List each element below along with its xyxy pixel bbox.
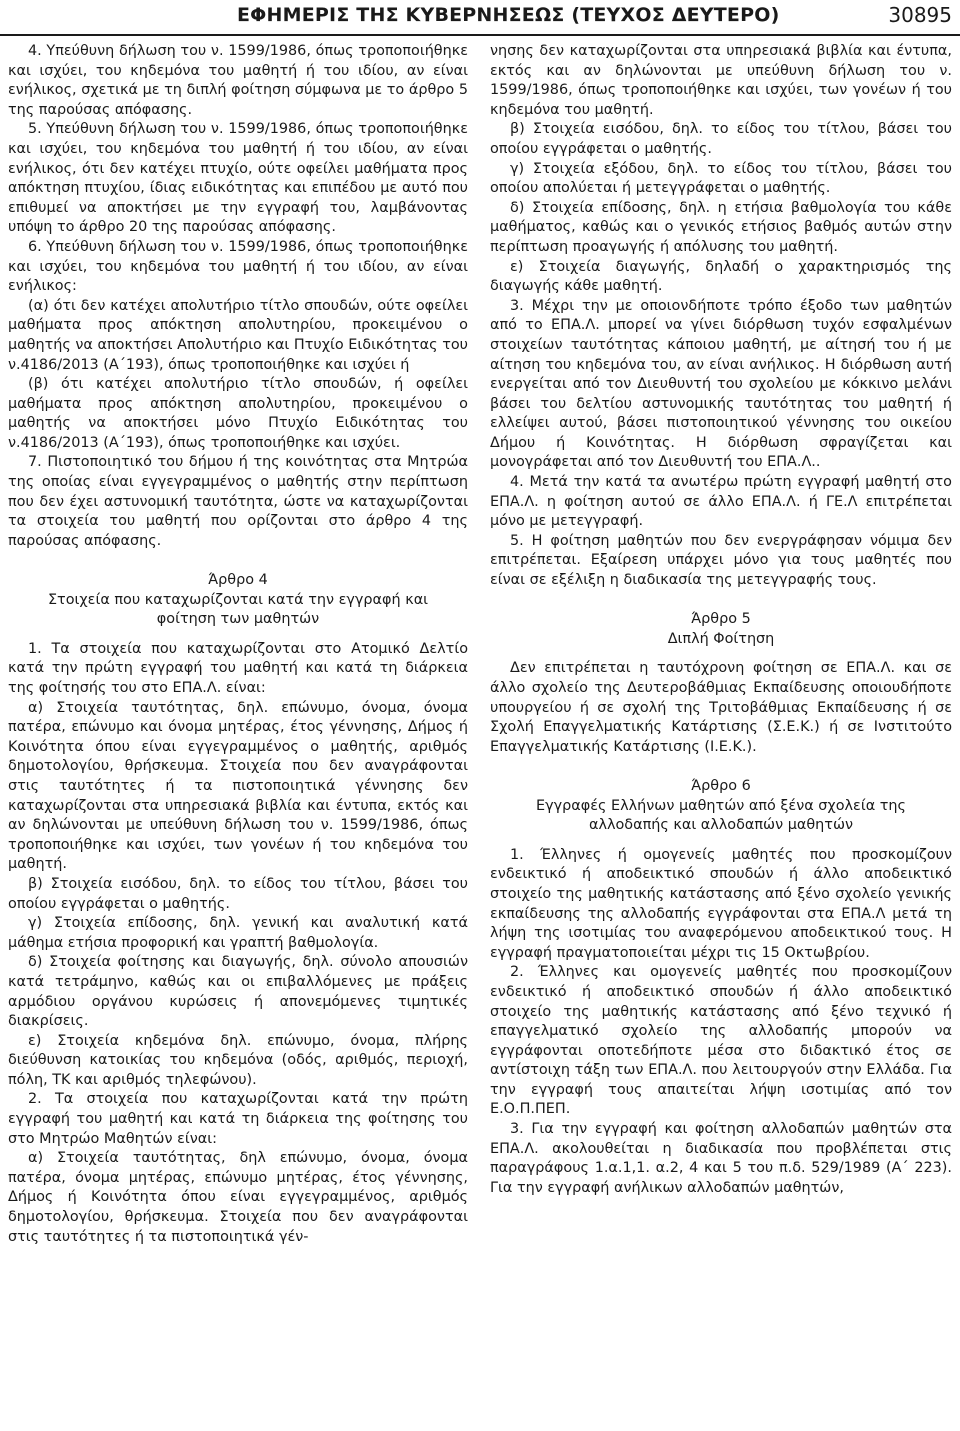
header-rule bbox=[0, 34, 960, 36]
paragraph: 6. Υπεύθυνη δήλωση του ν. 1599/1986, όπως τροποποιήθηκε και ισχύει, του κηδεμόνα του μαθητή ή του ιδίου, αν είναι ενήλικος: bbox=[8, 238, 468, 295]
left-column bbox=[8, 42, 468, 1247]
paragraph: (α) ότι δεν κατέχει απολυτήριο τίτλο σπουδών, ούτε οφείλει μαθήματα προς απόκτηση απολυτηρίου, προκειμένου ο μαθητής να αποκτήσει Απολυτήριο και Πτυχίο Ειδικότητας του ν.4186/2013 (Α΄193), όπως τροποποιήθηκε και ισχύει ή bbox=[8, 297, 468, 373]
paragraph: γ) Στοιχεία επίδοσης, δηλ. γενική και αναλυτική κατά μάθημα ετήσια προφορική και γραπτή βαθμολογία. bbox=[8, 915, 468, 951]
paragraph: νησης δεν καταχωρίζονται στα υπηρεσιακά βιβλία και έντυπα, εκτός και αν δηλώνονται με υπεύθυνη δήλωση του ν. 1599/1986, όπως τροποποιήθηκε και ισχύει, των γονέων ή του κηδεμόνα του μαθητή. bbox=[490, 43, 952, 118]
paragraph: 5. Υπεύθυνη δήλωση του ν. 1599/1986, όπως τροποποιήθηκε και ισχύει, του κηδεμόνα του μαθητή ή του ιδίου, αν είναι ενήλικος, ότι δεν κατέχει πτυχίο, ούτε οφείλει μαθήματα προς απόκτηση πτυχίου, ίδιας ειδικότητας και επιπέδου με αυτό που επιθυμεί να αποκτήσει με την εγγραφή του, λαμβάνοντας υπόψη το άρθρο 20 της παρούσας απόφασης. bbox=[8, 121, 468, 236]
article-heading: Άρθρο 5 bbox=[691, 611, 751, 628]
paragraph: 7. Πιστοποιητικό του δήμου ή της κοινότητας στα Μητρώα της οποίας είναι εγγεγραμμένος ο μαθητής στην περίπτωση που δεν έχει αστυνομική ταυτότητα, ώστε να καταχωρίζονται τα στοιχεία του μαθητή που ορίζονται στο άρθρο 4 της παρούσας απόφασης. bbox=[8, 454, 468, 549]
paragraph: γ) Στοιχεία εξόδου, δηλ. το είδος του τίτλου, βάσει του οποίου απολύεται ή μετεγγράφεται ο μαθητής. bbox=[490, 160, 952, 197]
page-number: 30895 bbox=[888, 3, 952, 27]
paragraph: 1. Έλληνες ή ομογενείς μαθητές που προσκομίζουν ενδεικτικό ή αποδεικτικό σπουδών ή άλλο αποδεικτικό στοιχείο της μαθητικής κατάστασης από ξένο σχολείο γενικής εκπαίδευσης της αλλοδαπής εγγράφονται στα ΕΠΑ.Λ μετά τη λήψη της ισοτιμίας του αναφερόμενου αποδεικτικού τους. Η εγγραφή πραγματοποιείται μέχρι τις 15 Οκτωβρίου. bbox=[490, 846, 952, 961]
article-title: Διπλή Φοίτηση bbox=[667, 630, 775, 647]
article-title: αλλοδαπής και αλλοδαπών μαθητών bbox=[588, 817, 854, 834]
paragraph: 4. Υπεύθυνη δήλωση του ν. 1599/1986, όπως τροποποιήθηκε και ισχύει, του κηδεμόνα του μαθητή ή του ιδίου, αν είναι ενήλικος, σχετικά με τη διπλή φοίτηση σύμφωνα με το άρθρο 5 της παρούσας απόφασης. bbox=[8, 43, 468, 118]
paragraph: Δεν επιτρέπεται η ταυτόχρονη φοίτηση σε ΕΠΑ.Λ. και σε άλλο σχολείο της Δευτεροβάθμιας Εκπαίδευσης οποιουδήποτε υπουργείου ή σε σχολή της Τριτοβάθμιας Εκπαίδευσης ή σε Σχολή Επαγγελματικής Κατάρτισης (Σ.Ε.Κ.) ή σε Ινστιτούτο Επαγγελματικής Κατάρτισης (Ι.Ε.Κ.). bbox=[490, 660, 952, 755]
paragraph: 3. Μέχρι την με οποιονδήποτε τρόπο έξοδο των μαθητών από το ΕΠΑ.Λ. μπορεί να γίνει διόρθωση τυχόν εσφαλμένων στοιχείων ταυτότητας κάποιου μαθητή, με αίτησή του ή με αίτηση του κηδεμόνα του, αν είναι ανήλικος. Η διόρθωση αυτή ενεργείται από τον Διευθυντή του σχολείου με κόκκινο μελάνι βάσει του δελτίου αστυνομικής ταυτότητας του μαθητή ή ελλείψει αυτού, βάσει πιστοποιητικού γέννησης του οικείου Δήμου ή Κοινότητας. Η διόρθωση σφραγίζεται και μονογράφεται από τον Διευθυντή του ΕΠΑ.Λ.. bbox=[490, 297, 952, 471]
paragraph: 2. Έλληνες και ομογενείς μαθητές που προσκομίζουν ενδεικτικό ή αποδεικτικό σπουδών ή άλλο αποδεικτικό στοιχείο της μαθητικής κατάστασης από ξένο τεχνικό ή επαγγελματικό σχολείο της αλλοδαπής μπορούν να εγγράφονται οποτεδήποτε μέσα στο διδακτικό έτος σε αντίστοιχη τάξη των ΕΠΑ.Λ. που λειτουργούν στην Ελλάδα. Για την εγγραφή τους απαιτείται λήψη ισοτιμίας από τον Ε.Ο.Π.ΠΕΠ. bbox=[490, 964, 952, 1118]
article-title: Στοιχεία που καταχωρίζονται κατά την εγγραφή και bbox=[47, 591, 429, 608]
paragraph: ε) Στοιχεία διαγωγής, δηλαδή ο χαρακτηρισμός της διαγωγής κάθε μαθητή. bbox=[490, 258, 952, 295]
article-title: Εγγραφές Ελλήνων μαθητών από ξένα σχολεία της bbox=[535, 797, 906, 814]
paragraph: 5. Η φοίτηση μαθητών που δεν ενεργράφησαν νόμιμα δεν επιτρέπεται. Εξαίρεση υπάρχει μόνο για τους μαθητές που είναι σε εξέλιξη η διαδικασία της μετεγγραφής τους. bbox=[490, 532, 952, 589]
paragraph: ε) Στοιχεία κηδεμόνα δηλ. επώνυμο, όνομα, πλήρης διεύθυνση κατοικίας του κηδεμόνα (οδός, αριθμός, περιοχή, πόλη, ΤΚ και αριθμός τηλεφώνου). bbox=[8, 1032, 468, 1088]
paragraph: β) Στοιχεία εισόδου, δηλ. το είδος του τίτλου, βάσει του οποίου εγγράφεται ο μαθητής. bbox=[8, 875, 468, 912]
article-title: φοίτηση των μαθητών bbox=[156, 611, 320, 628]
paragraph: 1. Τα στοιχεία που καταχωρίζονται στο Ατομικό Δελτίο κατά την πρώτη εγγραφή του μαθητή και κατά τη διάρκεια της φοίτησής του στο ΕΠΑ.Λ. είναι: bbox=[8, 640, 468, 696]
gazette-title: ΕΦΗΜΕΡΙΣ ΤΗΣ ΚΥΒΕΡΝΗΣΕΩΣ (ΤΕΥΧΟΣ ΔΕΥΤΕΡΟ) bbox=[237, 4, 780, 26]
paragraph: δ) Στοιχεία φοίτησης και διαγωγής, δηλ. σύνολο απουσιών κατά τετράμηνο, καθώς και οι επιβαλλόμενες με πράξεις αρμόδιου οργάνου κυρώσεις ή απονεμόμενες τιμητικές διακρίσεις. bbox=[8, 954, 468, 1030]
paragraph: α) Στοιχεία ταυτότητας, δηλ. επώνυμο, όνομα, όνομα πατέρα, επώνυμο και όνομα μητέρας, έτος γέννησης, Δήμος ή Κοινότητα όπου είναι εγγεγραμμένος ο μαθητής, αριθμός δημοτολογίου, θρήσκευμα. Στοιχεία που δεν αναγράφονται στις ταυτότητες ή τα πιστοποιητικά γέννησης δεν καταχωρίζονται στα υπηρεσιακά βιβλία και έντυπα, εκτός και αν δηλώνονται με υπεύθυνη δήλωση του ν. 1599/1986, όπως τροποποιήθηκε και ισχύει, των γονέων ή του κηδεμόνα του μαθητή. bbox=[8, 699, 468, 873]
right-column bbox=[490, 42, 952, 1198]
paragraph: 3. Για την εγγραφή και φοίτηση αλλοδαπών μαθητών στα ΕΠΑ.Λ. ακολουθείται η διαδικασία που προβλέπεται στις παραγράφους 1.α.1,1. α.2, 4 και 5 του π.δ. 529/1989 (Α΄ 223). Για την εγγραφή ανήλικων αλλοδαπών μαθητών, bbox=[490, 1121, 952, 1196]
article-heading: Άρθρο 4 bbox=[208, 572, 268, 589]
paragraph: 2. Τα στοιχεία που καταχωρίζονται κατά την πρώτη εγγραφή του μαθητή και κατά τη διάρκεια της φοίτησης του στο Μητρώο Μαθητών είναι: bbox=[8, 1091, 468, 1147]
paragraph: (β) ότι κατέχει απολυτήριο τίτλο σπουδών, ή οφείλει μαθήματα προς απόκτηση απολυτηρίου, προκειμένου ο μαθητής να αποκτήσει μόνο Πτυχίο Ειδικότητας του ν.4186/2013 (Α΄193), όπως τροποποιήθηκε και ισχύει. bbox=[8, 376, 468, 451]
page-header bbox=[0, 0, 960, 38]
article-heading: Άρθρο 6 bbox=[691, 777, 751, 794]
paragraph: α) Στοιχεία ταυτότητας, δηλ επώνυμο, όνομα, όνομα πατέρα, όνομα μητέρας, επώνυμο μητέρας, έτος γέννησης, Δήμος ή Κοινότητα όπου είναι εγγεγραμμένος, αριθμός δημοτολογίου, θρήσκευμα. Στοιχεία που δεν αναγράφονται στις ταυτότητες ή τα πιστοποιητικά γέν- bbox=[8, 1150, 468, 1245]
paragraph: δ) Στοιχεία επίδοσης, δηλ. η ετήσια βαθμολογία του κάθε μαθήματος, καθώς και ο γενικός ετήσιος βαθμός αυτών στην περίπτωση προαγωγής ή απόλυσης του μαθητή. bbox=[490, 199, 952, 255]
paragraph: 4. Μετά την κατά τα ανωτέρω πρώτη εγγραφή μαθητή στο ΕΠΑ.Λ. η φοίτηση αυτού σε άλλο ΕΠΑ.Λ. ή ΓΕ.Λ επιτρέπεται μόνο με μετεγγραφή. bbox=[490, 474, 952, 530]
paragraph: β) Στοιχεία εισόδου, δηλ. το είδος του τίτλου, βάσει του οποίου εγγράφεται ο μαθητής. bbox=[490, 121, 952, 157]
